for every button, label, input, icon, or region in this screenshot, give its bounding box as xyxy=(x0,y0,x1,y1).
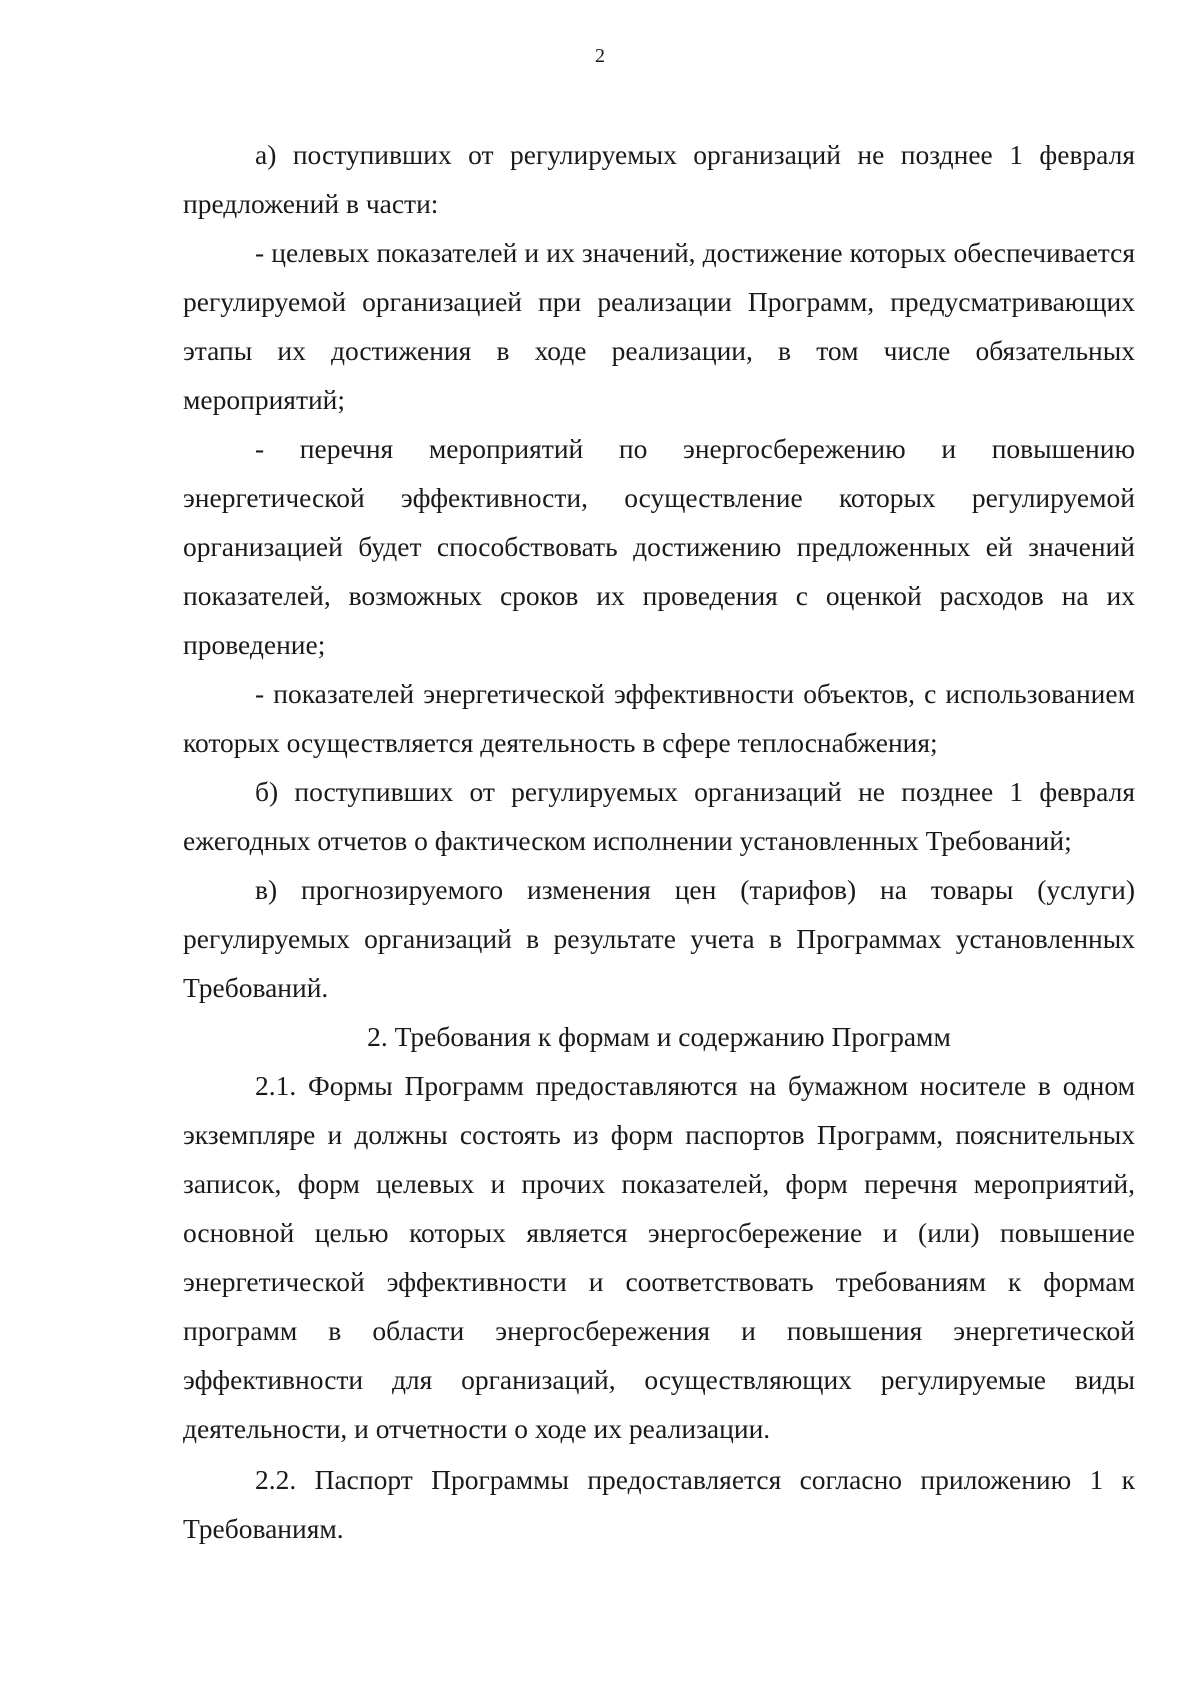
paragraph-b: б) поступивших от регулируемых организаций не позднее 1 февраля ежегодных отчетов о фактическом исполнении установленных Требований; xyxy=(183,776,1135,856)
paragraph-measures-list: - перечня мероприятий по энергосбережению и повышению энергетической эффективности, осуществление которых регулируемой организацией будет способствовать достижению предложенных ей значений показателей, возможных сроков их проведения с оценкой расходов на их проведение; xyxy=(183,433,1135,660)
paragraph-a: а) поступивших от регулируемых организаций не позднее 1 февраля предложений в части: xyxy=(183,139,1135,219)
paragraph-c: в) прогнозируемого изменения цен (тарифов) на товары (услуги) регулируемых организаций в результате учета в Программах установленных Требований. xyxy=(183,874,1135,1003)
document-body xyxy=(183,130,1135,1553)
paragraph-2-1: 2.1. Формы Программ предоставляются на бумажном носителе в одном экземпляре и должны состоять из форм паспортов Программ, пояснительных записок, форм целевых и прочих показателей, форм перечня мероприятий, основной целью которых является энергосбережение и (или) повышение энергетической эффективности и соответствовать требованиям к формам программ в области энергосбережения и повышения энергетической эффективности для организаций, осуществляющих регулируемые виды деятельности, и отчетности о ходе их реализации. xyxy=(183,1070,1135,1444)
section-heading: 2. Требования к формам и содержанию Программ xyxy=(367,1021,951,1052)
paragraph-efficiency-indicators: - показателей энергетической эффективности объектов, с использованием которых осуществляется деятельность в сфере теплоснабжения; xyxy=(183,678,1135,758)
paragraph-2-2: 2.2. Паспорт Программы предоставляется согласно приложению 1 к Требованиям. xyxy=(183,1464,1135,1544)
page-number: 2 xyxy=(595,45,605,67)
paragraph-target-indicators: - целевых показателей и их значений, достижение которых обеспечивается регулируемой организацией при реализации Программ, предусматривающих этапы их достижения в ходе реализации, в том числе обязательных мероприятий; xyxy=(183,237,1135,415)
